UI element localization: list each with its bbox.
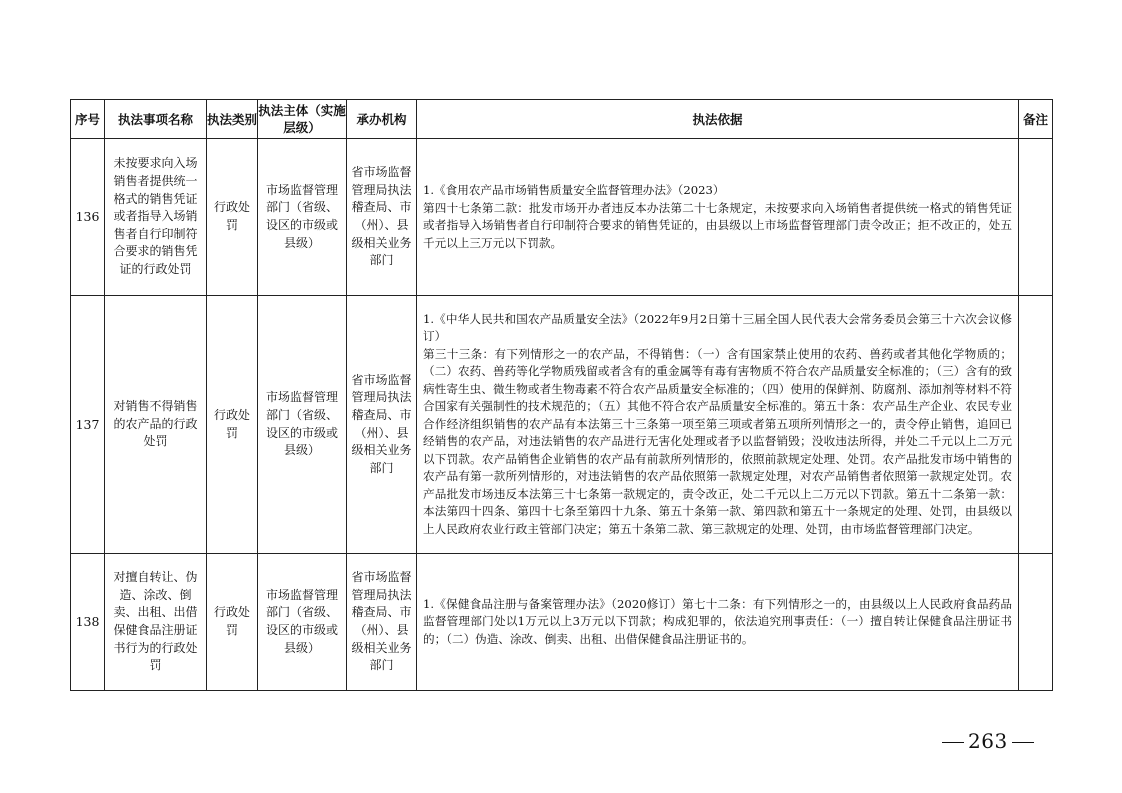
page-number-value: 263: [968, 729, 1008, 753]
basis-title: 1.《中华人民共和国农产品质量安全法》（2022年9月2日第十三届全国人民代表大会常务委员会第三十六次会议修订）: [423, 311, 1012, 344]
dash-right: [1012, 742, 1034, 743]
row-remark: [1019, 296, 1053, 554]
basis-text: 第三十三条：有下列情形之一的农产品，不得销售：（一）含有国家禁止使用的农药、兽药或者其他化学物质的；（二）农药、兽药等化学物质残留或者含有的重金属等有毒有害物质不符合农产品质量安全标准的；（三）含有的致病性寄生虫、微生物或者生物毒素不符合农产品质量安全标准的；（四）使用的保鲜剂、防腐剂、添加剂等材料不符合国家有关强制性的技术规范的；（五）其他不符合农产品质量安全标准的。第五十条：农产品生产企业、农民专业合作经济组织销售的农产品有本法第三十三条第一项至第三项或者第五项所列情形之一的，责令停止销售，追回已经销售的农产品，对违法销售的农产品进行无害化处理或者予以监督销毁；没收违法所得，并处二千元以上二万元以下罚款。农产品销售企业销售的农产品有前款所列情形的，依照前款规定处理、处罚。农产品批发市场中销售的农产品有第一款所列情形的，对违法销售的农产品依照第一款规定处理，对农产品销售者依照第一款规定处罚。农产品批发市场违反本法第三十七条第一款规定的，责令改正，处二千元以上二万元以下罚款。第五十二条第一款：本法第四十四条、第四十七条至第四十九条、第五十条第一款、第四款和第五十一条规定的处理、处罚，由县级以上人民政府农业行政主管部门决定；第五十条第二款、第三款规定的处理、处罚，由市场监督管理部门决定。: [423, 346, 1012, 536]
row-category: 行政处罚: [207, 139, 258, 296]
row-remark: [1019, 139, 1053, 296]
page-number: [938, 729, 1038, 753]
basis-text: 1.《保健食品注册与备案管理办法》（2020修订）第七十二条：有下列情形之一的，由县级以上人民政府食品药品监督管理部门处以1万元以上3万元以下罚款；构成犯罪的，依法追究刑事责任：（一）擅自转让保健食品注册证书的；（二）伪造、涂改、倒卖、出租、出借保健食品注册证书的。: [423, 596, 1012, 646]
table-row: [71, 139, 1053, 296]
row-remark: [1019, 554, 1053, 691]
row-category: 行政处罚: [207, 296, 258, 554]
row-item-name: 对销售不得销售的农产品的行政处罚: [105, 296, 207, 554]
row-basis: [417, 139, 1019, 296]
header-seq: 序号: [71, 100, 105, 139]
row-subject: 市场监督管理部门（省级、设区的市级或县级）: [258, 296, 347, 554]
row-item-name: 对擅自转让、伪造、涂改、倒卖、出租、出借保健食品注册证书行为的行政处罚: [105, 554, 207, 691]
row-seq: 138: [71, 554, 105, 691]
enforcement-table: [70, 99, 1053, 691]
header-basis: 执法依据: [417, 100, 1019, 139]
row-agency: 省市场监督管理局执法稽查局、市（州）、县级相关业务部门: [347, 139, 417, 296]
basis-title: 1.《食用农产品市场销售质量安全监督管理办法》（2023）: [423, 183, 725, 197]
header-item-name: 执法事项名称: [105, 100, 207, 139]
row-seq: 136: [71, 139, 105, 296]
row-basis: [417, 296, 1019, 554]
table-row: [71, 296, 1053, 554]
header-remark: 备注: [1019, 100, 1053, 139]
row-basis: [417, 554, 1019, 691]
dash-left: [942, 742, 964, 743]
row-agency: 省市场监督管理局执法稽查局、市（州）、县级相关业务部门: [347, 296, 417, 554]
row-category: 行政处罚: [207, 554, 258, 691]
row-subject: 市场监督管理部门（省级、设区的市级或县级）: [258, 139, 347, 296]
row-subject: 市场监督管理部门（省级、设区的市级或县级）: [258, 554, 347, 691]
header-subject: 执法主体（实施层级）: [258, 100, 347, 139]
header-row: [71, 100, 1053, 139]
row-agency: 省市场监督管理局执法稽查局、市（州）、县级相关业务部门: [347, 554, 417, 691]
header-category: 执法类别: [207, 100, 258, 139]
row-item-name: 未按要求向入场销售者提供统一格式的销售凭证或者指导入场销售者自行印制符合要求的销售凭证的行政处罚: [105, 139, 207, 296]
header-agency: 承办机构: [347, 100, 417, 139]
row-seq: 137: [71, 296, 105, 554]
basis-text: 第四十七条第二款：批发市场开办者违反本办法第二十七条规定，未按要求向入场销售者提供统一格式的销售凭证或者指导入场销售者自行印制符合要求的销售凭证的，由县级以上市场监督管理部门责令改正；拒不改正的，处五千元以上三万元以下罚款。: [423, 200, 1012, 250]
table-row: [71, 554, 1053, 691]
